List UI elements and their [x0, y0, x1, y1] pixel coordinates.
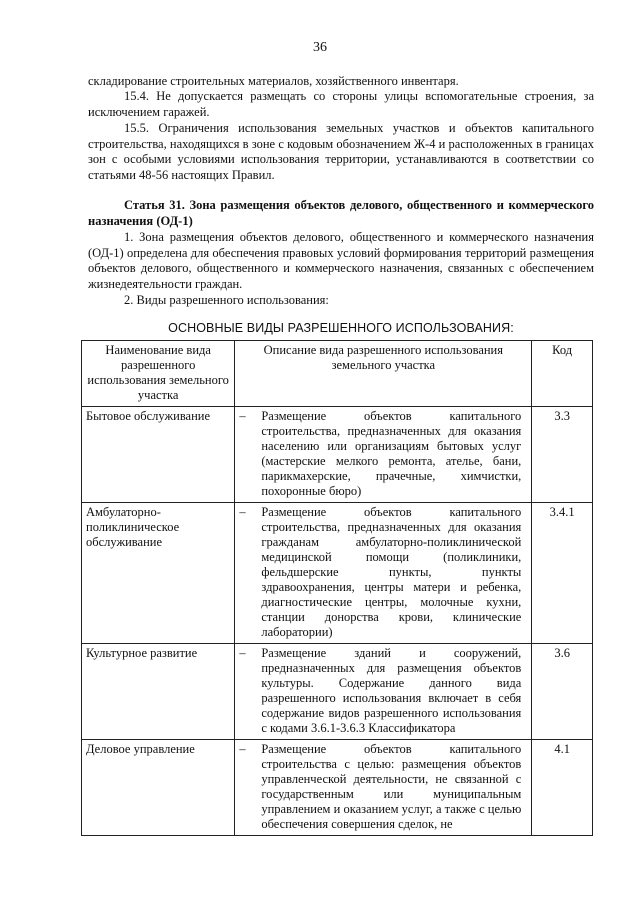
use-name: Культурное развитие [82, 644, 235, 740]
permitted-uses-table [81, 340, 593, 836]
use-code: 3.4.1 [532, 503, 593, 644]
page-number: 36 [313, 40, 327, 55]
header-description: Описание вида разрешенного использования земельного участка [235, 341, 532, 407]
article-paragraph-1: 1. Зона размещения объектов делового, общественного и коммерческого назначения (ОД-1) определена для обеспечения правовых условий формирования территорий размещения объектов делового, общественного и коммерческого назначения, связанных с обеспечением жизнедеятельности граждан. [88, 230, 594, 291]
use-description-cell [235, 407, 532, 503]
use-description: Размещение объектов капитального строительства, предназначенных для оказания гражданам амбулаторно-поликлинической медицинской помощи (поликлиники, фельдшерские пункты, пункты здравоохранения, центры матери и ребенка, диагностические центры, молочные кухни, станции донорства крови, клинические лаборатории) [261, 505, 522, 639]
use-description: Размещение зданий и сооружений, предназначенных для размещения объектов культуры. Содержание данного вида разрешенного использования включает в себя содержание видов разрешенного использования с кодами 3.6.1-3.6.3 Классификатора [261, 646, 522, 735]
table-row [82, 407, 593, 503]
paragraph-15-5: 15.5. Ограничения использования земельных участков и объектов капитального строительства, находящихся в зоне с кодовым обозначением Ж-4 и расположенных в границах зон с особыми условиями использования территории, устанавливаются в соответствии со статьями 48-56 настоящих Правил. [88, 121, 594, 182]
use-name: Бытовое обслуживание [82, 407, 235, 503]
dash-marker: – [239, 409, 246, 423]
dash-marker: – [239, 646, 246, 660]
use-description-cell [235, 503, 532, 644]
table-row [82, 740, 593, 836]
use-code: 3.3 [532, 407, 593, 503]
header-name: Наименование вида разрешенного использования земельного участка [82, 341, 235, 407]
dash-marker: – [239, 505, 246, 519]
article-paragraph-2: 2. Виды разрешенного использования: [124, 293, 329, 307]
use-code: 4.1 [532, 740, 593, 836]
article-heading: Статья 31. Зона размещения объектов делового, общественного и коммерческого назначения (ОД-1) [88, 198, 594, 228]
use-code: 3.6 [532, 644, 593, 740]
paragraph-15-4: 15.4. Не допускается размещать со стороны улицы вспомогательные строения, за исключением гаражей. [88, 89, 594, 119]
use-description: Размещение объектов капитального строительства, предназначенных для оказания населению или организациям бытовых услуг (мастерские мелкого ремонта, ателье, бани, парикмахерские, прачечные, химчистки, похоронные бюро) [261, 409, 522, 498]
use-name: Амбулаторно-поликлиническое обслуживание [82, 503, 235, 644]
use-name: Деловое управление [82, 740, 235, 836]
paragraph-continuation: складирование строительных материалов, хозяйственного инвентаря. [88, 74, 459, 88]
dash-marker: – [239, 742, 246, 756]
table-row [82, 503, 593, 644]
use-description-cell [235, 740, 532, 836]
header-code: Код [532, 341, 593, 407]
table-title: ОСНОВНЫЕ ВИДЫ РАЗРЕШЕННОГО ИСПОЛЬЗОВАНИЯ: [168, 321, 514, 335]
table-row [82, 644, 593, 740]
use-description-cell [235, 644, 532, 740]
use-description: Размещение объектов капитального строительства с целью: размещения объектов управленческой деятельности, не связанной с государственным или муниципальным управлением и оказанием услуг, а также с целью обеспечения совершения сделок, не [261, 742, 522, 831]
table-header-row [82, 341, 593, 407]
